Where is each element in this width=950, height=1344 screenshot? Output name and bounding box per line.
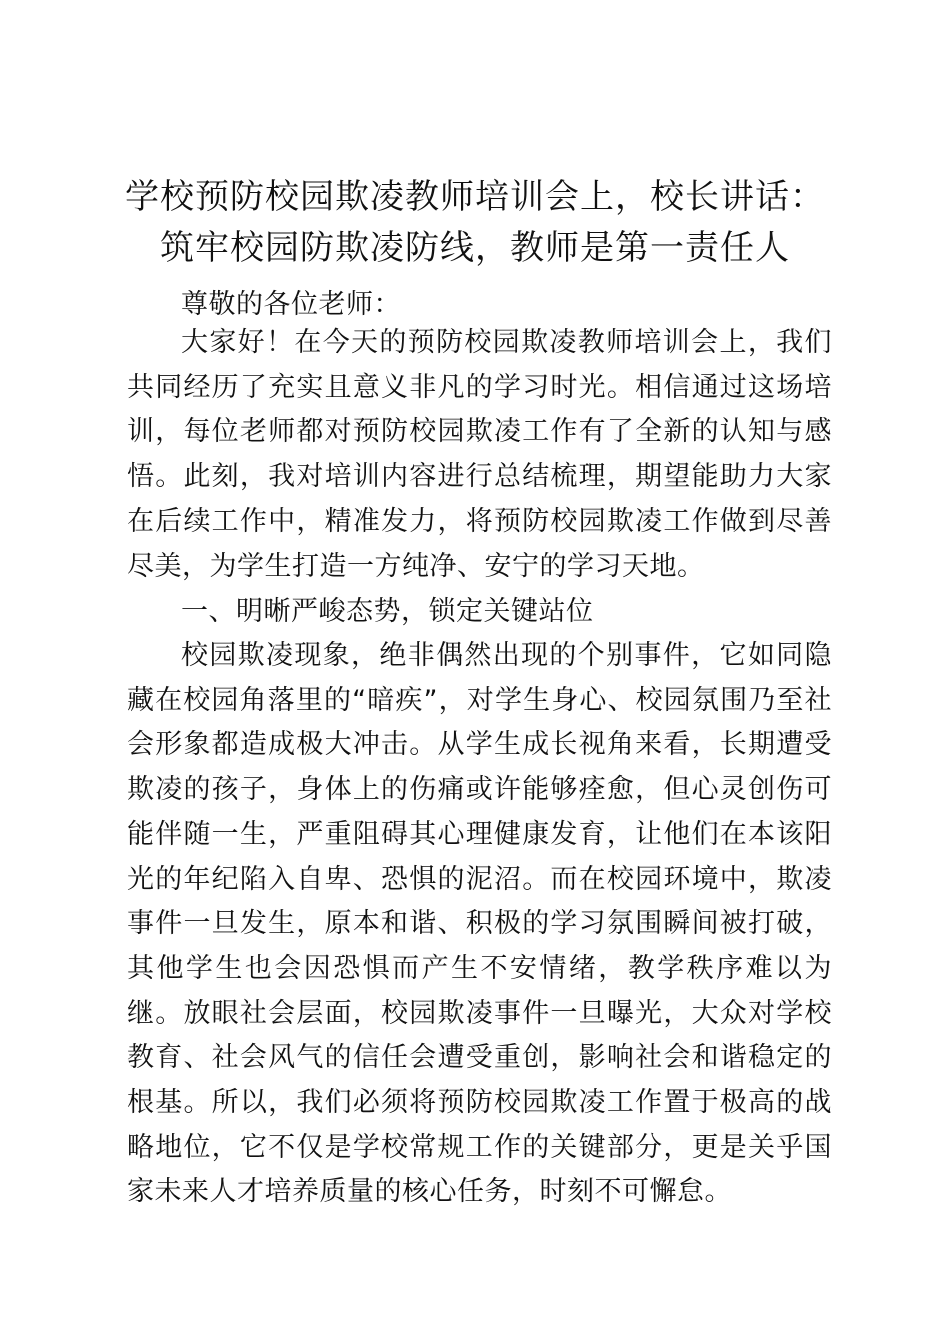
paragraph-intro: 大家好！在今天的预防校园欺凌教师培训会上，我们共同经历了充实且意义非凡的学习时光。相信通过这场培训，每位老师都对预防校园欺凌工作有了全新的认知与感悟。此刻，我对培训内容进行总结梳理，期望能助力大家在后续工作中，精准发力，将预防校园欺凌工作做到尽善尽美，为学生打造一方纯净、安宁的学习天地。 — [127, 327, 832, 582]
document-title-line-2: 筑牢校园防欺凌防线，教师是第一责任人 — [160, 228, 790, 268]
document-title-line-1: 学校预防校园欺凌教师培训会上，校长讲话： — [125, 177, 825, 217]
section-heading: 一、明晰严峻态势，锁定关键站位 — [181, 596, 594, 627]
paragraph-situation: 校园欺凌现象，绝非偶然出现的个别事件，它如同隐藏在校园角落里的“暗疾”，对学生身心、校园氛围乃至社会形象都造成极大冲击。从学生成长视角来看，长期遭受欺凌的孩子，身体上的伤痛或许能够痊愈，但心灵创伤可能伴随一生，严重阻碍其心理健康发育，让他们在本该阳光的年纪陷入自卑、恐惧的泥沼。而在校园环境中，欺凌事件一旦发生，原本和谐、积极的学习氛围瞬间被打破，其他学生也会因恐惧而产生不安情绪，教学秩序难以为继。放眼社会层面，校园欺凌事件一旦曝光，大众对学校教育、社会风气的信任会遭受重创，影响社会和谐稳定的根基。所以，我们必须将预防校园欺凌工作置于极高的战略地位，它不仅是学校常规工作的关键部分，更是关乎国家未来人才培养质量的核心任务，时刻不可懈怠。 — [127, 640, 832, 1208]
salutation: 尊敬的各位老师： — [181, 289, 401, 320]
